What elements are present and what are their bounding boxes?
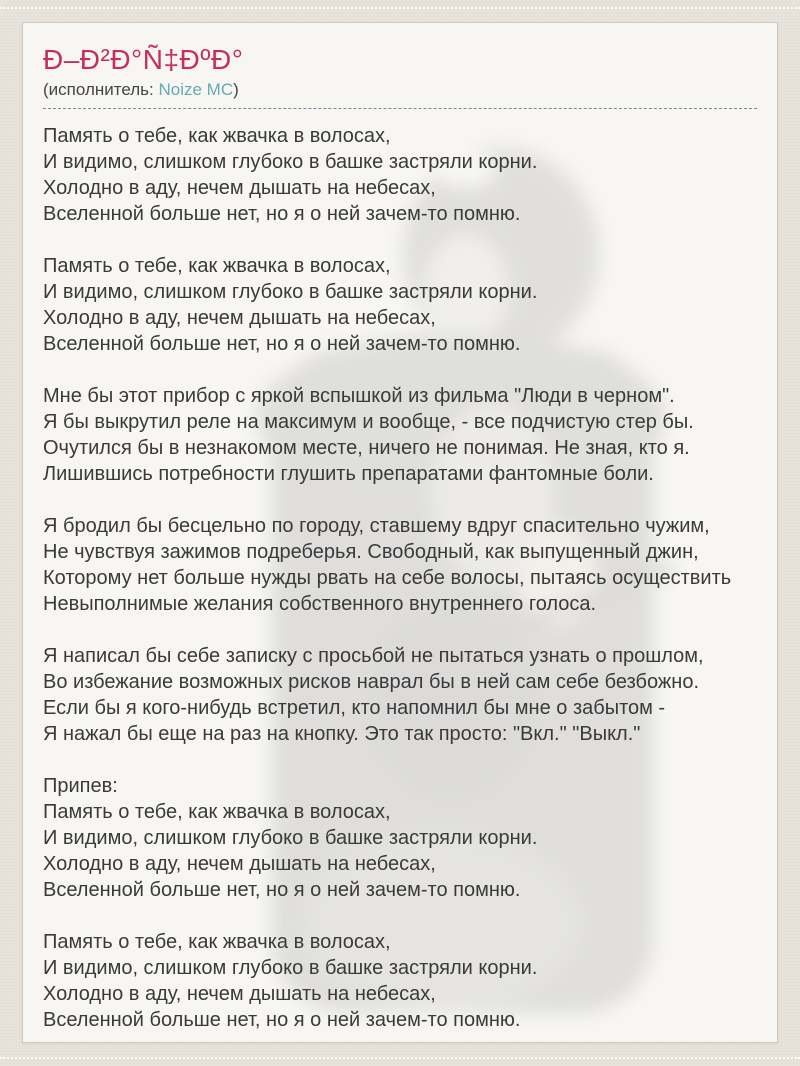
lyric-line: Холодно в аду, нечем дышать на небесах, [43, 306, 436, 329]
artist-subtitle [43, 80, 757, 109]
lyric-line: Вселенной больше нет, но я о ней зачем-то помню. [43, 878, 521, 901]
lyric-line: Вселенной больше нет, но я о ней зачем-то помню. [43, 1008, 521, 1031]
lyric-line: Невыполнимые желания собственного внутреннего голоса. [43, 592, 597, 615]
lyric-line: Которому нет больше нужды рвать на себе волосы, пытаясь осуществить [43, 566, 732, 589]
lyric-line: И видимо, слишком глубоко в башке застряли корни. [43, 956, 538, 979]
lyric-stanza [43, 383, 757, 487]
lyric-stanza [43, 513, 757, 617]
lyric-line: Очутился бы в незнакомом месте, ничего не понимая. Не зная, кто я. [43, 436, 690, 459]
lyric-line: Не чувствуя зажимов подреберья. Свободный, как выпущенный джин, [43, 540, 699, 563]
lyric-stanza [43, 253, 757, 357]
lyric-line: Если бы я кого-нибудь встретил, кто напомнил бы мне о забытом - [43, 696, 666, 719]
lyric-stanza [43, 773, 757, 903]
lyric-line: И видимо, слишком глубоко в башке застряли корни. [43, 150, 538, 173]
lyrics-card [22, 22, 778, 1043]
lyric-stanza [43, 123, 757, 227]
lyric-line: И видимо, слишком глубоко в башке застряли корни. [43, 826, 538, 849]
lyric-line: И видимо, слишком глубоко в башке застряли корни. [43, 280, 538, 303]
lyric-line: Вселенной больше нет, но я о ней зачем-то помню. [43, 202, 521, 225]
lyric-line: Я бы выкрутил реле на максимум и вообще, - все подчистую стер бы. [43, 410, 694, 433]
artist-link[interactable]: Noize MC [158, 79, 234, 99]
lyric-line: Лишившись потребности глушить препаратами фантомные боли. [43, 462, 654, 485]
lyric-line: Припев: [43, 774, 118, 797]
lyric-line: Память о тебе, как жвачка в волосах, [43, 930, 391, 953]
lyric-stanza [43, 643, 757, 747]
lyric-line: Холодно в аду, нечем дышать на небесах, [43, 176, 436, 199]
lyric-line: Холодно в аду, нечем дышать на небесах, [43, 982, 436, 1005]
lyric-line: Я нажал бы еще на раз на кнопку. Это так просто: "Вкл." "Выкл." [43, 722, 641, 745]
lyrics-text [43, 109, 757, 1033]
card-content [23, 23, 777, 1033]
lyric-line: Память о тебе, как жвачка в волосах, [43, 254, 391, 277]
lyric-stanza [43, 929, 757, 1033]
lyric-line: Во избежание возможных рисков наврал бы в ней сам себе безбожно. [43, 670, 699, 693]
lyric-line: Холодно в аду, нечем дышать на небесах, [43, 852, 436, 875]
lyric-line: Память о тебе, как жвачка в волосах, [43, 124, 391, 147]
subtitle-prefix: (исполнитель: [43, 79, 154, 99]
lyric-line: Память о тебе, как жвачка в волосах, [43, 800, 391, 823]
lyric-line: Мне бы этот прибор с яркой вспышкой из фильма "Люди в черном". [43, 384, 675, 407]
lyric-line: Вселенной больше нет, но я о ней зачем-то помню. [43, 332, 521, 355]
stitch-line-top [0, 7, 800, 9]
stitch-line-bottom [0, 1057, 800, 1059]
song-title: Ð–Ð²Ð°Ñ‡ÐºÐ° [43, 44, 244, 75]
lyric-line: Я бродил бы бесцельно по городу, ставшему вдруг спасительно чужим, [43, 514, 710, 537]
lyric-line: Я написал бы себе записку с просьбой не пытаться узнать о прошлом, [43, 644, 704, 667]
subtitle-suffix: ) [233, 79, 239, 99]
